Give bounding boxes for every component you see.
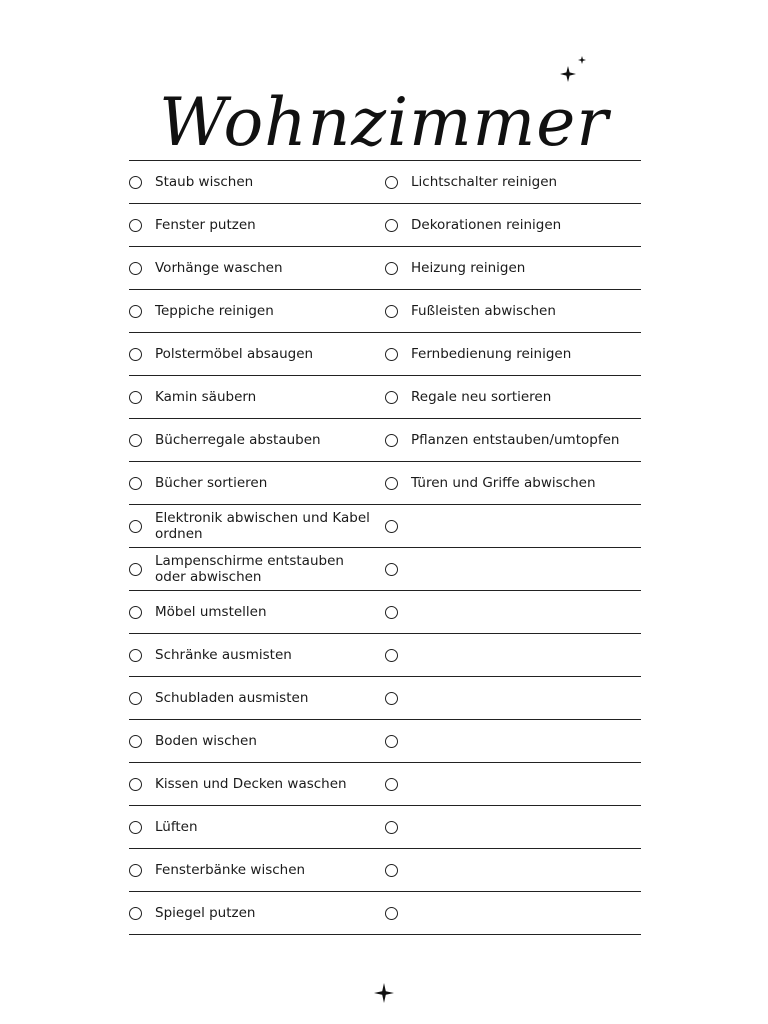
checkbox-circle[interactable]	[385, 563, 398, 576]
checklist-item-right	[385, 677, 641, 719]
checklist-item-right	[385, 849, 641, 891]
checkbox-circle[interactable]	[385, 219, 398, 232]
checklist-item-left	[129, 204, 385, 246]
checklist-item-right	[385, 462, 641, 504]
checklist-row	[129, 333, 641, 376]
checkbox-circle[interactable]	[129, 649, 142, 662]
checklist-row	[129, 419, 641, 462]
task-label: Vorhänge waschen	[155, 260, 283, 276]
task-label: Fensterbänke wischen	[155, 862, 306, 878]
task-label: Regale neu sortieren	[411, 389, 552, 405]
checklist-item-right	[385, 247, 641, 289]
checklist-item-left	[129, 419, 385, 461]
checklist-item-left	[129, 892, 385, 934]
checklist-item-right	[385, 333, 641, 375]
checklist-item-right	[385, 548, 641, 590]
checkbox-circle[interactable]	[129, 176, 142, 189]
checkbox-circle[interactable]	[129, 864, 142, 877]
checklist-row	[129, 806, 641, 849]
checklist-row	[129, 548, 641, 591]
checklist-row	[129, 849, 641, 892]
checklist-row	[129, 290, 641, 333]
task-label: Staub wischen	[155, 174, 254, 190]
checkbox-circle[interactable]	[129, 778, 142, 791]
checkbox-circle[interactable]	[129, 907, 142, 920]
checkbox-circle[interactable]	[129, 821, 142, 834]
checklist-item-left	[129, 548, 385, 590]
checkbox-circle[interactable]	[129, 262, 142, 275]
checkbox-circle[interactable]	[129, 391, 142, 404]
task-label: Kamin säubern	[155, 389, 257, 405]
checkbox-circle[interactable]	[129, 735, 142, 748]
checklist-item-left	[129, 290, 385, 332]
checklist-item-left	[129, 591, 385, 633]
task-label: Boden wischen	[155, 733, 257, 749]
checkbox-circle[interactable]	[385, 821, 398, 834]
checklist	[129, 160, 641, 935]
checklist-item-left	[129, 247, 385, 289]
checklist-row	[129, 892, 641, 935]
checklist-row	[129, 247, 641, 290]
checkbox-circle[interactable]	[385, 262, 398, 275]
task-label: Bücherregale abstauben	[155, 432, 321, 448]
checkbox-circle[interactable]	[129, 219, 142, 232]
task-label: Pflanzen entstauben/umtopfen	[411, 432, 620, 448]
checklist-item-right	[385, 763, 641, 805]
checklist-item-right	[385, 591, 641, 633]
checklist-row	[129, 204, 641, 247]
checkbox-circle[interactable]	[129, 434, 142, 447]
task-label: Lichtschalter reinigen	[411, 174, 558, 190]
checklist-item-right	[385, 892, 641, 934]
task-label: Bücher sortieren	[155, 475, 268, 491]
checklist-item-left	[129, 634, 385, 676]
task-label: Heizung reinigen	[411, 260, 526, 276]
checklist-item-right	[385, 720, 641, 762]
task-label: Spiegel putzen	[155, 905, 256, 921]
checkbox-circle[interactable]	[385, 434, 398, 447]
checkbox-circle[interactable]	[385, 520, 398, 533]
checkbox-circle[interactable]	[385, 692, 398, 705]
task-label: Türen und Griffe abwischen	[411, 475, 596, 491]
checkbox-circle[interactable]	[129, 305, 142, 318]
checklist-item-left	[129, 763, 385, 805]
checklist-item-left	[129, 677, 385, 719]
sparkle-icon	[556, 52, 592, 88]
checkbox-circle[interactable]	[385, 606, 398, 619]
checkbox-circle[interactable]	[385, 348, 398, 361]
task-label: Lampenschirme entstauben oder abwischen	[155, 553, 344, 585]
task-label: Lüften	[155, 819, 198, 835]
checkbox-circle[interactable]	[129, 520, 142, 533]
checklist-row	[129, 591, 641, 634]
star-icon	[374, 983, 394, 1003]
checkbox-circle[interactable]	[385, 649, 398, 662]
checklist-item-left	[129, 333, 385, 375]
checklist-row	[129, 634, 641, 677]
checklist-item-left	[129, 720, 385, 762]
checklist-item-right	[385, 204, 641, 246]
task-label: Möbel umstellen	[155, 604, 267, 620]
checklist-item-left	[129, 849, 385, 891]
checklist-item-left	[129, 376, 385, 418]
checkbox-circle[interactable]	[385, 907, 398, 920]
checklist-item-left	[129, 161, 385, 203]
task-label: Fenster putzen	[155, 217, 256, 233]
task-label: Schubladen ausmisten	[155, 690, 309, 706]
checklist-row	[129, 720, 641, 763]
task-label: Dekorationen reinigen	[411, 217, 562, 233]
task-label: Schränke ausmisten	[155, 647, 292, 663]
checkbox-circle[interactable]	[385, 391, 398, 404]
checklist-row	[129, 677, 641, 720]
checklist-item-right	[385, 161, 641, 203]
checkbox-circle[interactable]	[385, 305, 398, 318]
page-title: Wohnzimmer	[159, 84, 609, 162]
checklist-item-left	[129, 505, 385, 547]
checklist-item-right	[385, 376, 641, 418]
task-label: Teppiche reinigen	[155, 303, 274, 319]
checkbox-circle[interactable]	[385, 778, 398, 791]
task-label: Kissen und Decken waschen	[155, 776, 347, 792]
checkbox-circle[interactable]	[129, 692, 142, 705]
checklist-item-right	[385, 806, 641, 848]
task-label: Polstermöbel absaugen	[155, 346, 314, 362]
task-label: Elektronik abwischen und Kabel ordnen	[155, 510, 370, 542]
checklist-item-right	[385, 419, 641, 461]
task-label: Fußleisten abwischen	[411, 303, 556, 319]
checklist-row	[129, 462, 641, 505]
checklist-item-left	[129, 806, 385, 848]
checkbox-circle[interactable]	[129, 348, 142, 361]
checklist-item-right	[385, 290, 641, 332]
checklist-item-left	[129, 462, 385, 504]
checkbox-circle[interactable]	[129, 477, 142, 490]
checkbox-circle[interactable]	[385, 735, 398, 748]
checkbox-circle[interactable]	[129, 563, 142, 576]
checkbox-circle[interactable]	[385, 864, 398, 877]
checklist-item-right	[385, 505, 641, 547]
checkbox-circle[interactable]	[385, 477, 398, 490]
task-label: Fernbedienung reinigen	[411, 346, 572, 362]
checklist-row	[129, 763, 641, 806]
checklist-row	[129, 376, 641, 419]
checklist-item-right	[385, 634, 641, 676]
checklist-row	[129, 505, 641, 548]
checkbox-circle[interactable]	[129, 606, 142, 619]
checkbox-circle[interactable]	[385, 176, 398, 189]
checklist-row	[129, 161, 641, 204]
